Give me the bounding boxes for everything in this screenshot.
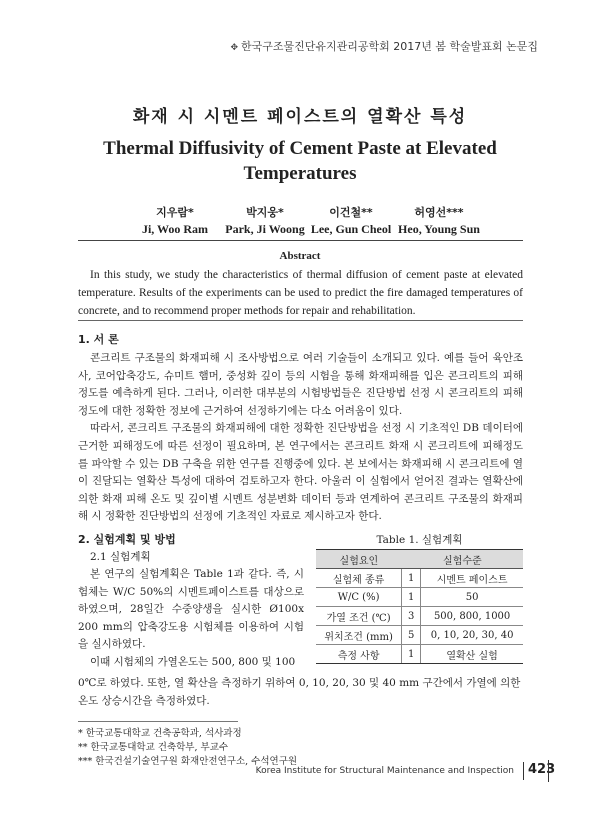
section-body-introduction <box>78 350 523 526</box>
author-name-en: Ji, Woo Ram <box>141 222 209 236</box>
footnote: * 한국교통대학교 건축공학과, 석사과정 <box>78 728 242 739</box>
paragraph: 콘크리트 구조물의 화재피해 시 조사방법으로 여러 기술들이 소개되고 있다. 예를 들어 육안조사, 코어압축강도, 슈미트 햄머, 중성화 깊이 등의 시험을 통해 화재피해를 입은 콘크리트의 피해 정도를 예측하게 된다. 그러나, 이러한 대부분의 시험방법들은 진단방법 선정 시 콘크리트의 피해정도에 대한 정확한 정보에 근거하여 선정하기에는 다소 어려움이 있다. <box>78 352 523 417</box>
table-cell: 열확산 실험 <box>421 645 523 664</box>
author-name-en: Lee, Gun Cheol <box>310 222 392 236</box>
footnote-divider <box>78 721 238 722</box>
paragraph-line: 0℃로 하였다. 또한, 열 확산을 측정하기 위하여 0, 10, 20, 30 및 40 mm 구간에서 가열에 의한 <box>78 677 521 689</box>
table-cell: 5 <box>402 626 421 645</box>
author-name-en: Heo, Young Sun <box>398 222 480 236</box>
table-cell: 측정 사항 <box>316 645 402 664</box>
author-name-en: Park, Ji Woong <box>225 222 305 236</box>
table-header: 실험요인 <box>316 550 402 569</box>
table-cell: 500, 800, 1000 <box>421 607 523 626</box>
experiment-plan-table <box>316 549 523 664</box>
author-name-ko: 지우람* <box>156 206 194 219</box>
section-body-continued <box>78 675 523 710</box>
title-korean: 화재 시 시멘트 페이스트의 열확산 특성 <box>132 107 468 127</box>
footer-divider <box>548 760 549 782</box>
table-row <box>316 645 523 664</box>
section-heading-methods: 2. 실험계획 및 방법 <box>78 533 176 546</box>
divider <box>78 320 523 321</box>
table-cell: 위치조건 (mm) <box>316 626 402 645</box>
table-cell: 가열 조건 (℃) <box>316 607 402 626</box>
abstract-title: Abstract <box>279 250 321 262</box>
section-heading-introduction: 1. 서 론 <box>78 333 119 346</box>
paragraph-line: 온도 상승시간을 측정하였다. <box>78 694 210 707</box>
journal-name: 한국구조물진단유지관리공학회 2017년 봄 학술발표회 논문집 <box>240 40 538 53</box>
section-body-methods <box>78 566 304 672</box>
table-row <box>316 607 523 626</box>
paragraph: 따라서, 콘크리트 구조물의 화재피해에 대한 정확한 진단방법을 선정 시 기초적인 DB 데이터에 근거한 피해정도에 따른 선정이 필요하며, 본 연구에서는 콘크리트 화재 시 콘크리트에 피해정도를 파악할 수 있는 DB 구축을 위한 연구를 진행중에 있다. 본 보에서는 화재피해 시 콘크리트에 열이 진달되는 열확산 특성에 대하여 검토하고자 한다. 아울러 이 실험에서 얻어진 결과는 열확산에 의한 화재 피해 온도 및 깊이별 시멘트 성분변화 데이터 등과 연계하여 콘크리트 구조물의 화재피해 시 정확한 진단방법의 선정에 기초적인 자료로 제시하고자 한다. <box>78 422 523 523</box>
table-caption: Table 1. 실험계획 <box>376 534 463 546</box>
page-number: 423 <box>528 762 556 777</box>
table-row <box>316 569 523 588</box>
author-name-ko: 박지웅* <box>246 206 284 219</box>
divider <box>78 240 523 241</box>
journal-header <box>230 38 538 54</box>
table-cell: 1 <box>402 569 421 588</box>
footnote: ** 한국교통대학교 건축학부, 부교수 <box>78 742 229 753</box>
table-header-row <box>316 550 523 569</box>
author-4 <box>384 204 494 238</box>
table-cell: 50 <box>421 588 523 607</box>
abstract-body: In this study, we study the characteristics of thermal diffusion of cement paste at elevated temperature. Results of the experiments can be used to predict the fire damaged temperatures of concrete, and to recommend proper methods for repair and rehabilitation. <box>78 269 523 317</box>
table-cell: 1 <box>402 588 421 607</box>
table-cell: 3 <box>402 607 421 626</box>
table-cell: 0, 10, 20, 30, 40 <box>421 626 523 645</box>
table-row <box>316 626 523 645</box>
title-english <box>0 136 600 186</box>
table-cell: W/C (%) <box>316 588 402 607</box>
subsection-heading: 2.1 실험계획 <box>90 551 151 563</box>
table-cell: 실험체 종류 <box>316 569 402 588</box>
table-cell: 시멘트 페이스트 <box>421 569 523 588</box>
footer-institute: Korea Institute for Structural Maintenance and Inspection <box>255 766 514 776</box>
footnote: *** 한국건설기술연구원 화재안전연구소, 수석연구원 <box>78 756 298 767</box>
footer-divider <box>523 762 524 780</box>
table-cell: 1 <box>402 645 421 664</box>
title-english-line2: Temperatures <box>243 163 357 184</box>
author-name-ko: 허영선*** <box>414 206 464 219</box>
paragraph: 본 연구의 실험계획은 Table 1과 같다. 즉, 시험체는 W/C 50%의 시멘트페이스트를 대상으로 하였으며, 28일간 수중양생을 실시한 Ø100x 200 mm의 압축강도용 시험체를 이용하여 시험을 실시하였다. <box>78 568 304 651</box>
table-row <box>316 588 523 607</box>
paragraph: 이때 시험체의 가열온도는 500, 800 및 100 <box>90 655 296 668</box>
author-name-ko: 이건철** <box>329 206 373 219</box>
title-english-line1: Thermal Diffusivity of Cement Paste at Elevated <box>103 138 497 159</box>
table-header: 실험수준 <box>402 550 523 569</box>
journal-mark-icon: ✥ <box>230 43 238 53</box>
